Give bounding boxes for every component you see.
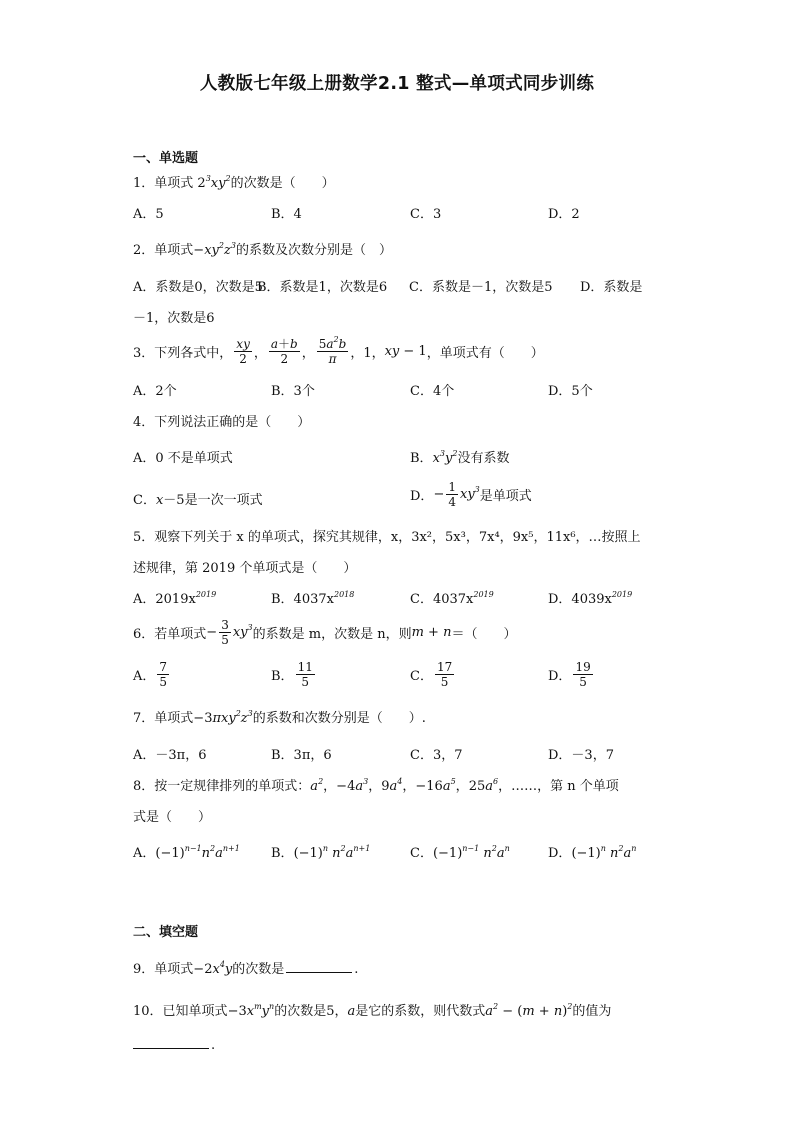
q1-option-b[interactable]: B．4 xyxy=(271,207,302,222)
q3-option-a[interactable]: A．2个 xyxy=(133,384,177,399)
fraction-5a2b-over-pi: $\frac{5a^2b}{\pi}$ xyxy=(318,334,347,366)
q9-answer-blank[interactable] xyxy=(286,960,352,973)
q3-option-d[interactable]: D．5个 xyxy=(548,384,593,399)
q2-option-d-cont: －1，次数是6 xyxy=(133,311,215,326)
question-10-answer-line: . xyxy=(133,1036,215,1053)
q4-option-a[interactable]: A．0 不是单项式 xyxy=(133,451,233,466)
question-2: 2．单项式$-xy^2z^3$的系数及次数分别是（ ） xyxy=(133,241,392,258)
question-8-line-1: 8．按一定规律排列的单项式：$a^2$，$-4a^3$，$9a^4$，$-16a^5$，$25a^6$，……，第 n 个单项 xyxy=(133,777,619,794)
q6-option-a[interactable]: A． $\frac{7}{5}$ xyxy=(133,659,168,689)
question-8-line-2: 式是（ ） xyxy=(133,810,212,825)
q8-option-b[interactable]: B．$(-1)^n$ $n^2a^{n+1}$ xyxy=(271,844,371,861)
q10-answer-blank[interactable] xyxy=(133,1036,209,1049)
q1-option-d[interactable]: D．2 xyxy=(548,207,580,222)
question-1: 1．单项式 $2^3xy^2$的次数是（ ） xyxy=(133,174,335,191)
q2-option-b[interactable]: B．系数是1，次数是6 xyxy=(257,280,388,295)
q6-option-b[interactable]: B． $\frac{11}{5}$ xyxy=(271,659,313,689)
fraction-xy-over-2: $\frac{xy}{2}$ xyxy=(236,336,250,366)
question-6: 6． 若单项式 − $\frac{3}{5}$ $xy^3$ 的系数是 m，次数是 n，则 m + n ＝（ ） xyxy=(133,617,517,647)
question-3: 3． 下列各式中， $\frac{xy}{2}$ ， $\frac{a+b}{2}$ ， $\frac{5a^2b}{\pi}$ ，1， xy − 1 ，单项式有（ ） xyxy=(133,334,544,366)
q2-option-a[interactable]: A．系数是0，次数是5 xyxy=(133,280,263,295)
q8-option-a[interactable]: A．$(-1)^{n-1}n^2a^{n+1}$ xyxy=(133,844,240,861)
q1-option-c[interactable]: C．3 xyxy=(410,207,442,222)
q4-option-c[interactable]: C．x－5是一次一项式 xyxy=(133,493,263,508)
section-heading-single-choice: 一、单选题 xyxy=(133,151,199,166)
q7-option-b[interactable]: B．3π，6 xyxy=(271,748,332,763)
q6-option-c[interactable]: C． $\frac{17}{5}$ xyxy=(410,659,453,689)
q1-option-a[interactable]: A．5 xyxy=(133,207,164,222)
q5-option-c[interactable]: C．$4037x^{2019}$ xyxy=(410,590,494,607)
q4-option-d[interactable]: D． − $\frac{1}{4}$ $xy^3$ 是单项式 xyxy=(410,480,532,509)
q7-option-d[interactable]: D．－3，7 xyxy=(548,748,614,763)
section-heading-fill-in: 二、填空题 xyxy=(133,925,199,940)
question-5-line-1: 5．观察下列关于 x 的单项式，探究其规律，x，3x²，5x³，7x⁴，9x⁵，11x⁶，…按照上 xyxy=(133,530,641,545)
q5-option-b[interactable]: B．$4037x^{2018}$ xyxy=(271,590,355,607)
question-7: 7．单项式$-3\pi xy^2z^3$的系数和次数分别是（ ）. xyxy=(133,709,426,726)
q8-option-d[interactable]: D．$(-1)^n$ $n^2a^n$ xyxy=(548,844,637,861)
question-4: 4．下列说法正确的是（ ） xyxy=(133,415,311,430)
q3-option-c[interactable]: C．4个 xyxy=(410,384,455,399)
q6-option-d[interactable]: D． $\frac{19}{5}$ xyxy=(548,659,591,689)
fraction-a-plus-b-over-2: $\frac{a+b}{2}$ xyxy=(270,336,298,366)
q4-option-b[interactable]: B．$x^3y^2$没有系数 xyxy=(410,449,510,466)
page-title: 人教版七年级上册数学2.1 整式—单项式同步训练 xyxy=(199,74,595,94)
q5-option-d[interactable]: D．$4039x^{2019}$ xyxy=(548,590,633,607)
q3-option-b[interactable]: B．3个 xyxy=(271,384,315,399)
q8-option-c[interactable]: C．$(-1)^{n-1}$ $n^2a^n$ xyxy=(410,844,510,861)
q7-option-a[interactable]: A．－3π，6 xyxy=(133,748,207,763)
q2-option-d[interactable]: D．系数是 xyxy=(580,280,643,295)
q2-option-c[interactable]: C．系数是－1，次数是5 xyxy=(409,280,553,295)
question-5-line-2: 述规律，第 2019 个单项式是（ ） xyxy=(133,561,357,576)
q7-option-c[interactable]: C．3，7 xyxy=(410,748,463,763)
question-10: 10．已知单项式$-3x^my^n$的次数是5，a是它的系数，则代数式$a^2 - (m + n)^2$的值为 xyxy=(133,1002,612,1019)
question-9: 9．单项式$-2x^4y$的次数是 . xyxy=(133,960,359,977)
q5-option-a[interactable]: A．$2019x^{2019}$ xyxy=(133,590,217,607)
